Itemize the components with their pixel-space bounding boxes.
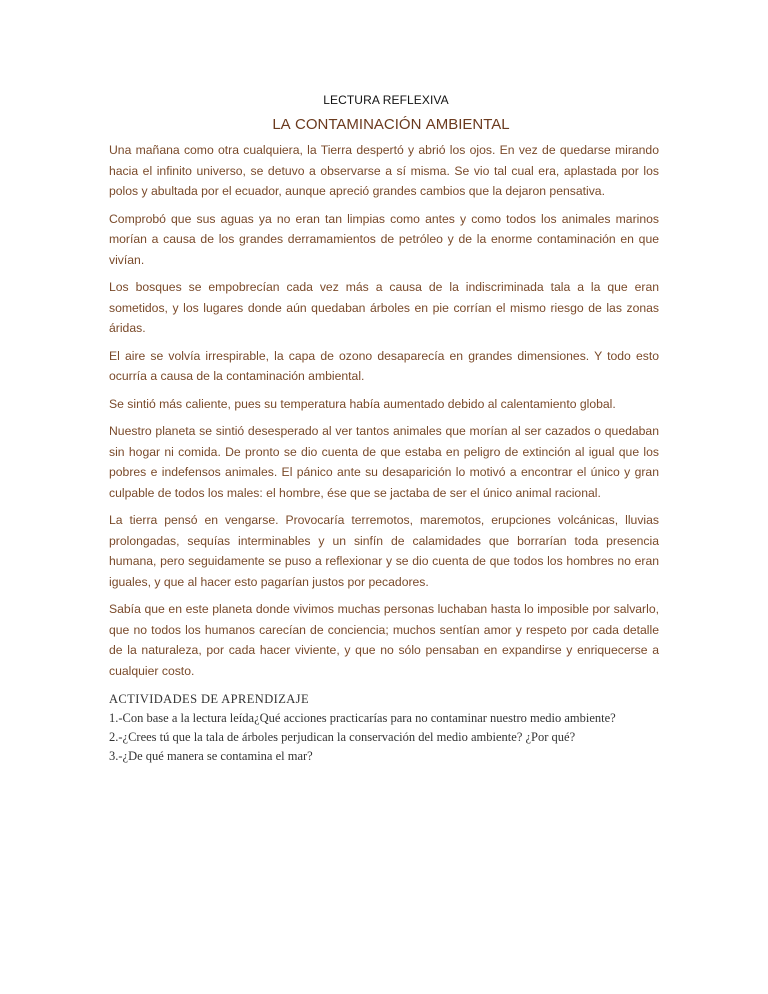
paragraph-5: Se sintió más caliente, pues su temperatura había aumentado debido al calentamiento global.: [109, 396, 616, 411]
reading-label: LECTURA REFLEXIVA: [323, 93, 449, 107]
activity-item-3: 3.-¿De qué manera se contamina el mar?: [109, 749, 313, 763]
paragraph-8: Sabía que en este planeta donde vivimos muchas personas luchaban hasta lo imposible por salvarlo, que no todos los humanos carecían de conciencia; muchos sentían amor y respeto por cada detalle de la naturaleza, por cada hacer viviente, y que no sólo pensaban en expandirse y enriquecerse a cualquier costo.: [109, 602, 659, 678]
reading-body: [109, 140, 659, 688]
paragraph-7: La tierra pensó en vengarse. Provocaría terremotos, maremotos, erupciones volcánicas, lluvias prolongadas, sequías interminables y un sinfín de calamidades que borrarían toda presencia humana, pero seguidamente se puso a reflexionar y se dio cuenta de que todos los hombres no eran iguales, y que al hacer esto pagarían justos por pecadores.: [109, 513, 659, 589]
page-title: LA CONTAMINACIÓN AMBIENTAL: [272, 116, 510, 133]
activity-item-2: 2.-¿Crees tú que la tala de árboles perjudican la conservación del medio ambiente? ¿Por qué?: [109, 730, 576, 744]
activities-heading: ACTIVIDADES DE APRENDIZAJE: [109, 692, 309, 706]
paragraph-3: Los bosques se empobrecían cada vez más a causa de la indiscriminada tala a la que eran sometidos, y los lugares donde aún quedaban árboles en pie corrían el mismo riesgo de las zonas áridas.: [109, 280, 659, 335]
paragraph-2: Comprobó que sus aguas ya no eran tan limpias como antes y como todos los animales marinos morían a causa de los grandes derramamientos de petróleo y de la enorme contaminación en que vivían.: [109, 211, 659, 267]
paragraph-6: Nuestro planeta se sintió desesperado al ver tantos animales que morían al ser cazados o quedaban sin hogar ni comida. De pronto se dio cuenta de que estaba en peligro de extinción al igual que los pobres e indefensos animales. El pánico ante su desaparición lo motivó a encontrar el único y gran culpable de todos los males: el hombre, ése que se jactaba de ser el único animal racional.: [109, 424, 659, 500]
activities-section: [109, 690, 669, 766]
activity-item-1: 1.-Con base a la lectura leída¿Qué acciones practicarías para no contaminar nuestro medio ambiente?: [109, 711, 616, 725]
paragraph-4: El aire se volvía irrespirable, la capa de ozono desaparecía en grandes dimensiones. Y todo esto ocurría a causa de la contaminación ambiental.: [109, 348, 659, 383]
paragraph-1: Una mañana como otra cualquiera, la Tierra despertó y abrió los ojos. En vez de quedarse mirando hacia el infinito universo, se detuvo a observarse a sí misma. Se vio tal cual era, aplastada por los polos y abultada por el ecuador, aunque apreció grandes cambios que la dejaron pensativa.: [109, 143, 659, 198]
